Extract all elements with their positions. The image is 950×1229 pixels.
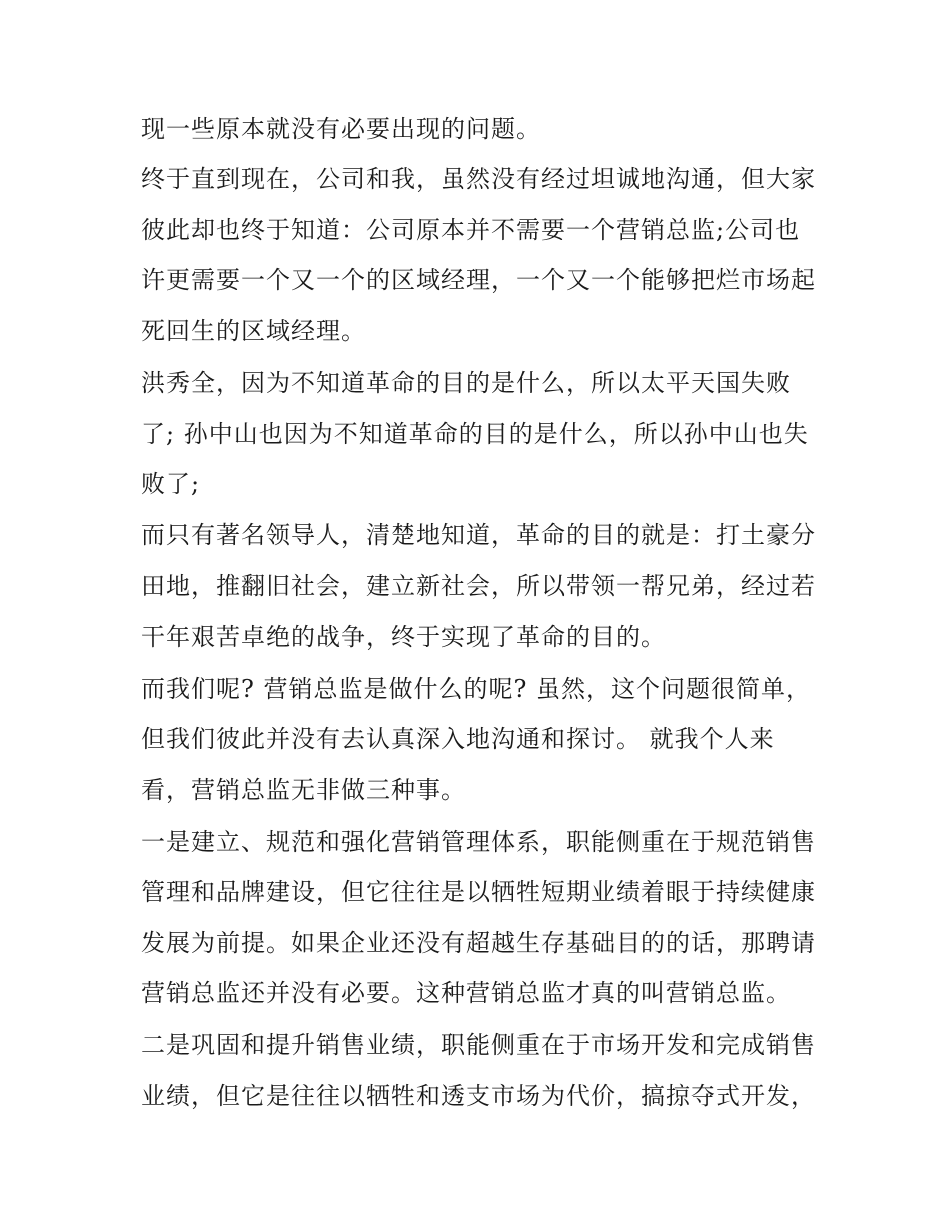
text-line-14: 看，营销总监无非做三种事。 xyxy=(141,776,466,804)
text-line-6: 洪秀全，因为不知道革命的目的是什么，所以太平天国失败 xyxy=(141,369,791,397)
text-line-18: 营销总监还并没有必要。这种营销总监才真的叫营销总监。 xyxy=(141,979,791,1007)
text-line-3: 彼此却也终于知道：公司原本并不需要一个营销总监;公司也 xyxy=(141,216,801,244)
text-line-4: 许更需要一个又一个的区域经理，一个又一个能够把烂市场起 xyxy=(141,266,816,294)
text-line-17: 发展为前提。如果企业还没有超越生存基础目的的话，那聘请 xyxy=(141,929,816,957)
text-line-8: 败了; xyxy=(141,470,201,498)
text-line-12: 而我们呢? 营销总监是做什么的呢? 虽然，这个问题很简单， xyxy=(141,675,811,703)
text-line-7: 了; 孙中山也因为不知道革命的目的是什么，所以孙中山也失 xyxy=(141,420,809,448)
text-line-9: 而只有著名领导人，清楚地知道，革命的目的就是：打土豪分 xyxy=(141,521,816,549)
text-line-1: 现一些原本就没有必要出现的问题。 xyxy=(141,115,541,143)
text-line-11: 干年艰苦卓绝的战争，终于实现了革命的目的。 xyxy=(141,623,666,651)
text-line-2: 终于直到现在，公司和我，虽然没有经过坦诚地沟通，但大家 xyxy=(141,165,816,193)
text-line-16: 管理和品牌建设，但它往往是以牺牲短期业绩着眼于持续健康 xyxy=(141,878,816,906)
text-line-10: 田地，推翻旧社会，建立新社会，所以带领一帮兄弟，经过若 xyxy=(141,572,816,600)
text-line-13: 但我们彼此并没有去认真深入地沟通和探讨。 就我个人来 xyxy=(141,725,775,753)
text-line-19: 二是巩固和提升销售业绩，职能侧重在于市场开发和完成销售 xyxy=(141,1031,816,1059)
text-line-20: 业绩，但它是往往以牺牲和透支市场为代价，搞掠夺式开发， xyxy=(141,1082,816,1110)
text-line-15: 一是建立、规范和强化营销管理体系，职能侧重在于规范销售 xyxy=(141,828,816,856)
text-line-5: 死回生的区域经理。 xyxy=(141,317,366,345)
